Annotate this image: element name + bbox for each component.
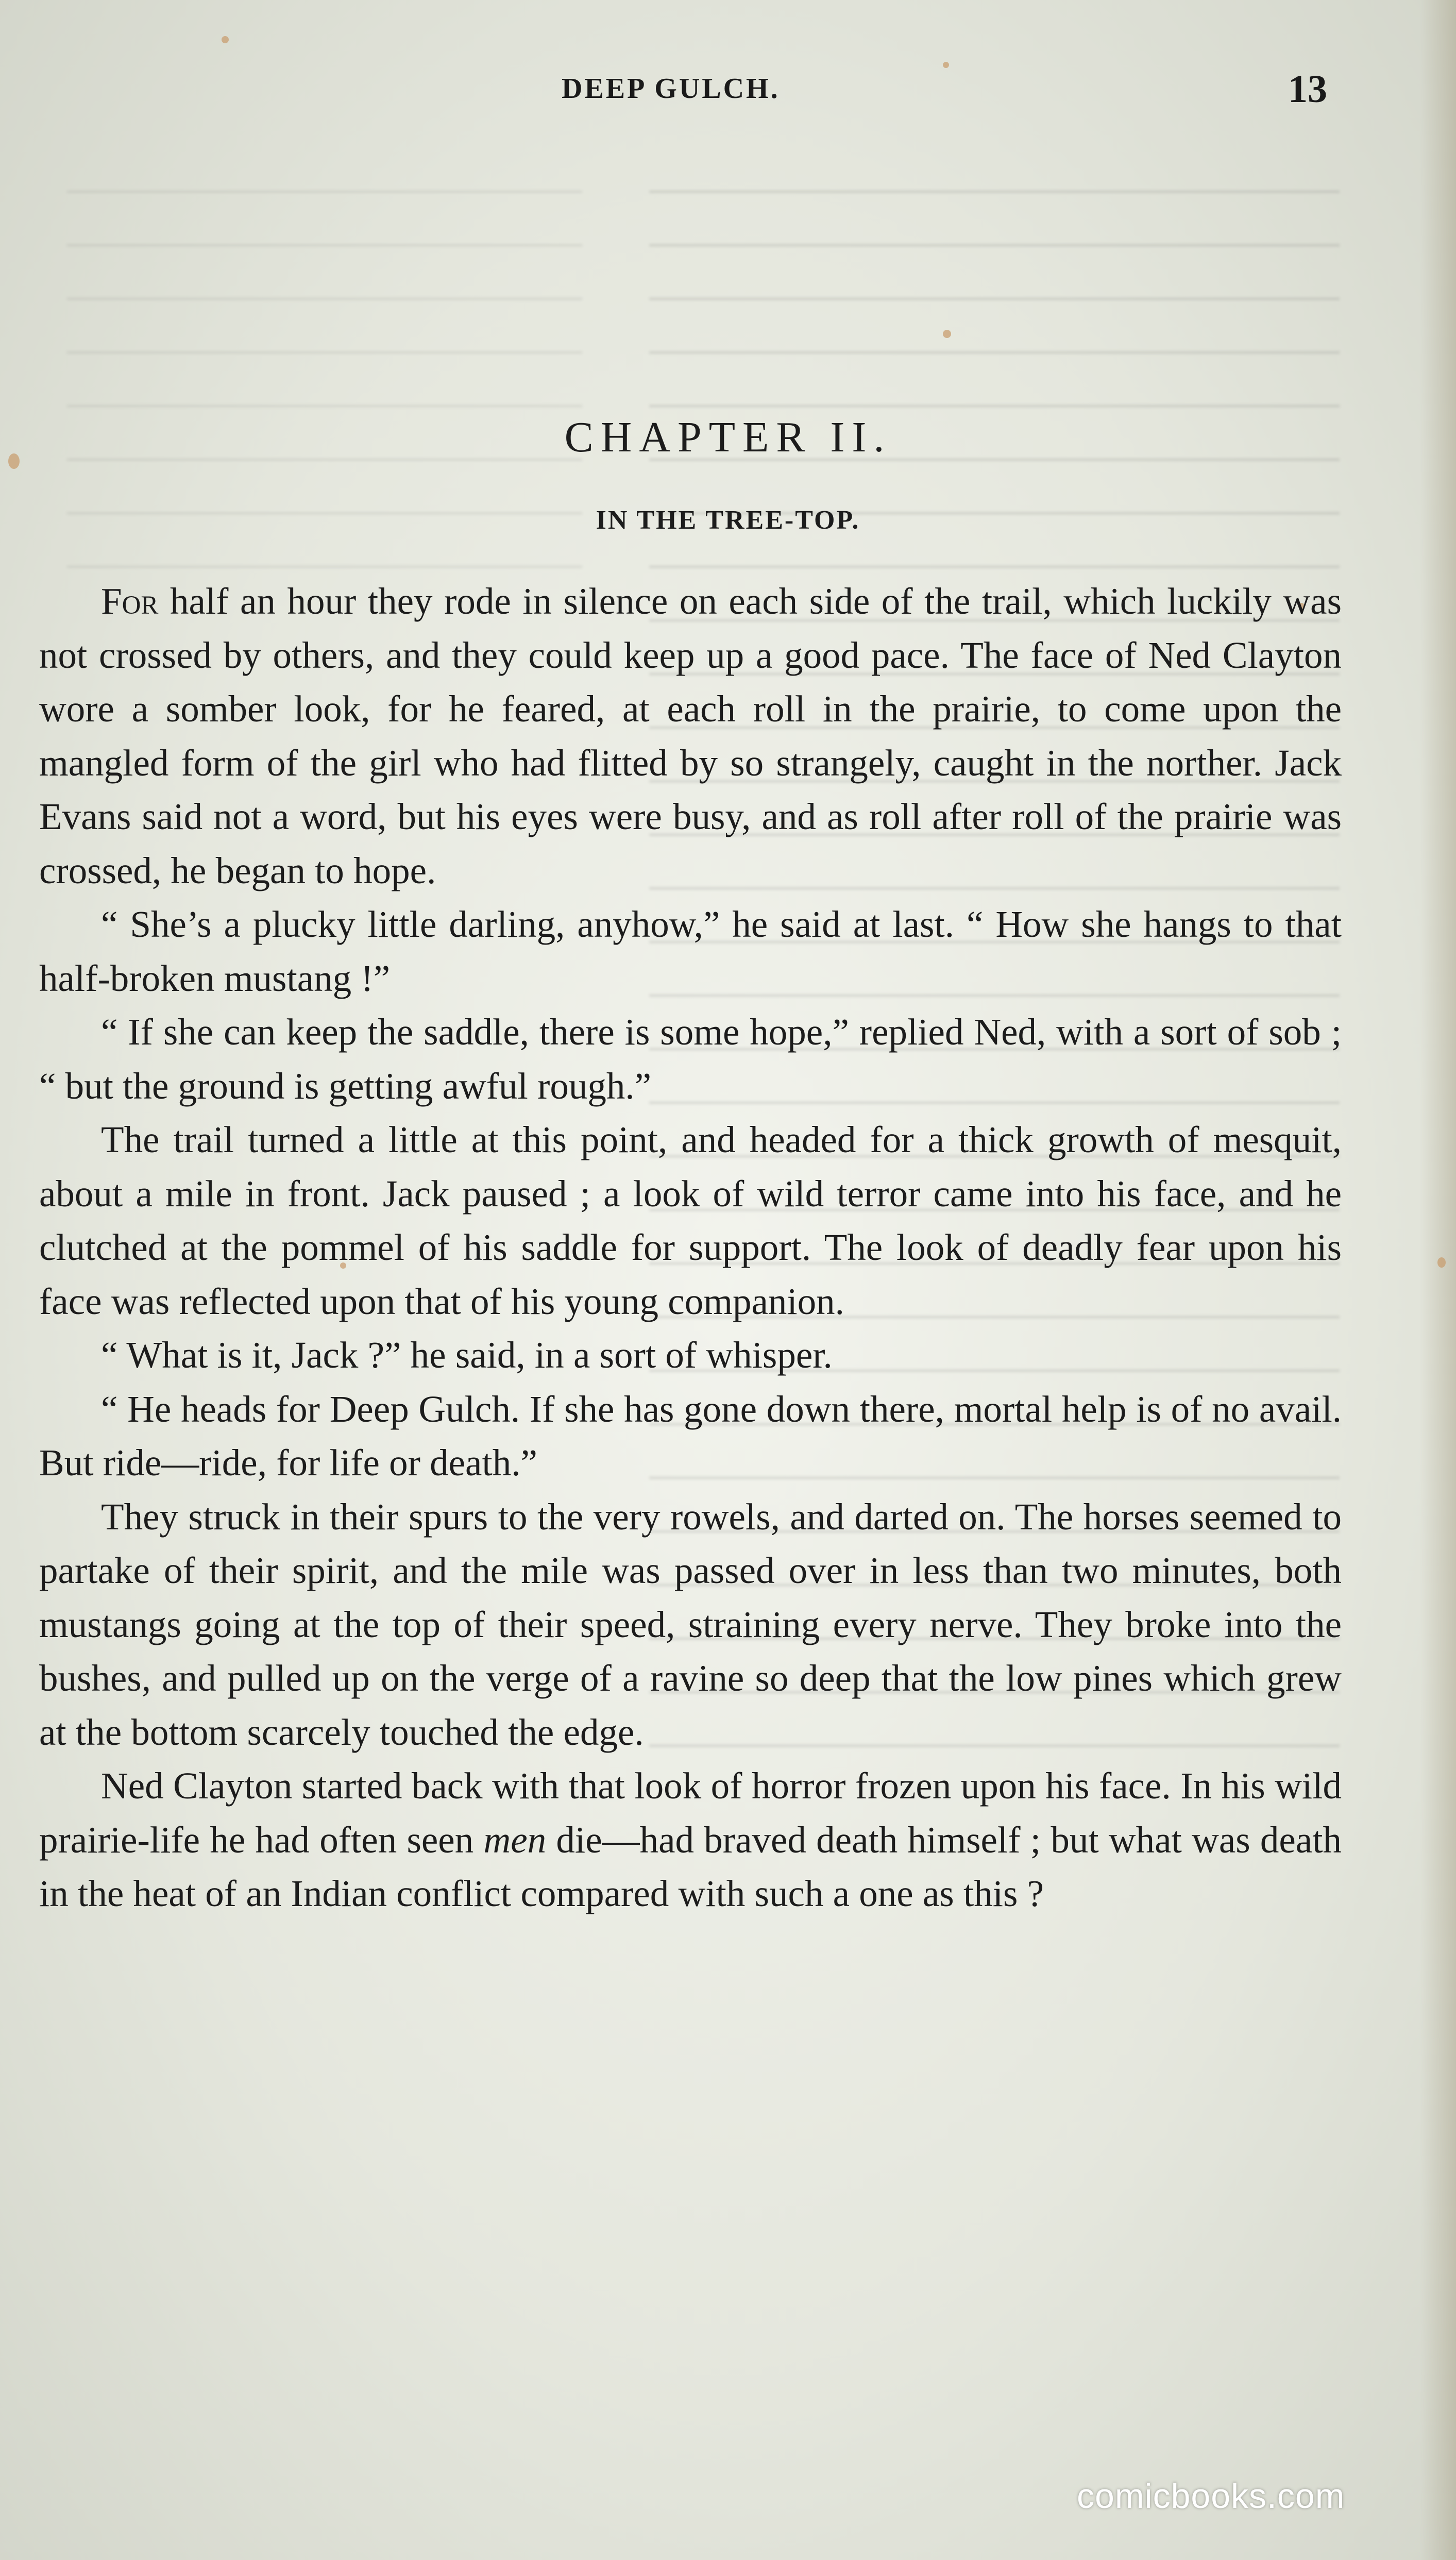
paragraph-text: die—had braved death himself ; but what was death in the heat of an Indian conflict compared with such a one as this ?	[39, 1818, 1342, 1914]
paper-speck	[943, 330, 951, 338]
paragraph: They struck in their spurs to the very rowels, and darted on. The horses seemed to partake of their spirit, and the mile was passed over in less than two minutes, both mustangs going at the top of their speed, straining every nerve. They broke into the bushes, and pulled up on the verge of a ravine so deep that the low pines which grew at the bottom scarcely touched the edge.	[39, 1495, 1342, 1753]
paragraph: “ He heads for Deep Gulch. If she has gone down there, mortal help is of no avail. But ride—ride, for life or death.”	[39, 1388, 1342, 1484]
body-text	[39, 575, 1342, 1921]
paragraph: “ She’s a plucky little darling, anyhow,” he said at last. “ How she hangs to that half-broken mustang !”	[39, 903, 1342, 999]
italic-word: men	[483, 1818, 547, 1861]
chapter-heading: CHAPTER II.	[564, 413, 892, 461]
paper-speck	[222, 36, 229, 43]
drop-word: For	[101, 580, 159, 622]
running-header	[0, 68, 1456, 124]
page-number: 13	[1288, 68, 1327, 111]
paragraph	[39, 1759, 1342, 1921]
chapter-subheading: IN THE TREE-TOP.	[596, 506, 860, 535]
paper-speck	[943, 62, 949, 68]
paragraph: The trail turned a little at this point, and headed for a thick growth of mesquit, about a mile in front. Jack paused ; a look of wild terror came into his face, and he clutched at the pommel of his saddle for support. The look of deadly fear upon his face was reflected upon that of his young companion.	[39, 1119, 1342, 1322]
paragraph	[39, 575, 1342, 898]
running-title: DEEP GULCH.	[562, 73, 780, 105]
paragraph-text: half an hour they rode in silence on each side of the trail, which luckily was not crossed by others, and they could keep up a good pace. The face of Ned Clayton wore a somber look, for he feared, at each roll in the prairie, to come upon the mangled form of the girl who had flitted by so strangely, caught in the norther. Jack Evans said not a word, but his eyes were busy, and as roll after roll of the prairie was crossed, he began to hope.	[39, 580, 1342, 891]
watermark: comicbooks.com	[1077, 2477, 1345, 2516]
paragraph: “ If she can keep the saddle, there is some hope,” replied Ned, with a sort of sob ; “ but the ground is getting awful rough.”	[39, 1011, 1342, 1107]
paper-speck	[1437, 1257, 1446, 1268]
page-edge-shadow	[1420, 0, 1456, 2560]
paragraph: “ What is it, Jack ?” he said, in a sort of whisper.	[101, 1334, 833, 1376]
paragraph-text: Ned Clayton started back with that look of horror frozen upon his face. In his wild prairie-life he had often seen	[39, 1765, 1342, 1861]
